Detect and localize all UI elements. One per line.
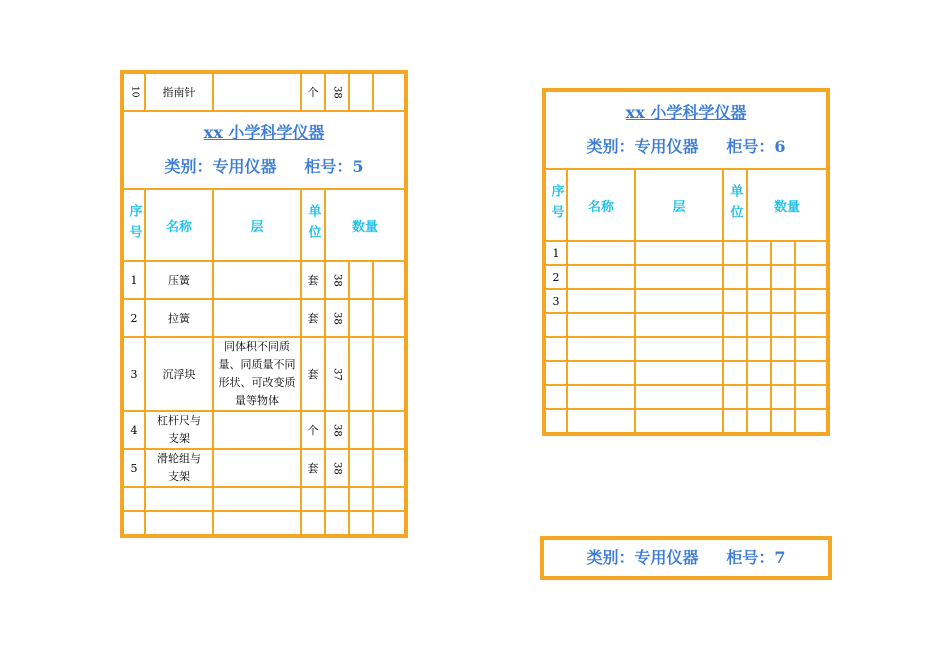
bottom-category-line: 类别：专用仪器 柜号：7 [544, 540, 828, 576]
right-inventory-table [542, 88, 830, 436]
header-qty: 数量 [748, 170, 826, 240]
row-layer [214, 450, 300, 486]
row-name: 沉浮块 [146, 338, 212, 410]
header-layer: 层 [636, 170, 722, 240]
row-layer: 同体积不同质量、同质量不同形状、可改变质量等物体 [214, 338, 300, 410]
left-title-block [124, 112, 404, 188]
header-qty: 数量 [326, 190, 404, 260]
row-index: 5 [124, 450, 144, 486]
left-title: xx 小学科学仪器 [203, 123, 325, 142]
row-layer [214, 412, 300, 448]
row-unit: 套 [302, 262, 324, 298]
row-index: 2 [546, 266, 566, 288]
left-category-line: 类别：专用仪器 柜号：5 [164, 157, 364, 176]
row-index: 3 [124, 338, 144, 410]
empty-row [546, 362, 566, 384]
row-layer [214, 300, 300, 336]
row-index: 1 [124, 262, 144, 298]
row-qty: 38 [326, 450, 348, 486]
top-row-index: 10 [124, 74, 144, 110]
row-name: 压簧 [146, 262, 212, 298]
header-unit: 单位 [724, 170, 746, 240]
top-row-empty-a [350, 74, 372, 110]
empty-row [546, 314, 566, 336]
row-name: 杠杆尺与支架 [146, 412, 212, 448]
row-unit: 套 [302, 338, 324, 410]
row-layer [214, 262, 300, 298]
row-qty: 37 [326, 338, 348, 410]
row-qty: 38 [326, 300, 348, 336]
row-unit: 套 [302, 300, 324, 336]
header-name: 名称 [568, 170, 634, 240]
row-qty: 38 [326, 262, 348, 298]
row-unit: 个 [302, 412, 324, 448]
header-seq: 序号 [546, 170, 566, 240]
header-unit: 单位 [302, 190, 324, 260]
empty-row [546, 338, 566, 360]
top-row-name: 指南针 [146, 74, 212, 110]
row-index: 3 [546, 290, 566, 312]
empty-row [546, 386, 566, 408]
right-category-line: 类别：专用仪器 柜号：6 [586, 137, 786, 156]
row-qty: 38 [326, 412, 348, 448]
row-index: 4 [124, 412, 144, 448]
right-title: xx 小学科学仪器 [625, 103, 747, 122]
empty-row [546, 410, 566, 432]
row-index: 1 [546, 242, 566, 264]
header-name: 名称 [146, 190, 212, 260]
cabinet-7-label [540, 536, 832, 580]
row-name: 滑轮组与支架 [146, 450, 212, 486]
right-title-block [546, 92, 826, 168]
header-seq: 序号 [124, 190, 144, 260]
empty-row [124, 488, 144, 510]
row-index: 2 [124, 300, 144, 336]
top-row-qty: 38 [326, 74, 348, 110]
top-row-empty-b [374, 74, 404, 110]
top-row-layer [214, 74, 300, 110]
top-row-unit: 个 [302, 74, 324, 110]
left-inventory-table [120, 70, 408, 538]
row-name: 拉簧 [146, 300, 212, 336]
empty-row [124, 512, 144, 534]
row-unit: 套 [302, 450, 324, 486]
header-layer: 层 [214, 190, 300, 260]
